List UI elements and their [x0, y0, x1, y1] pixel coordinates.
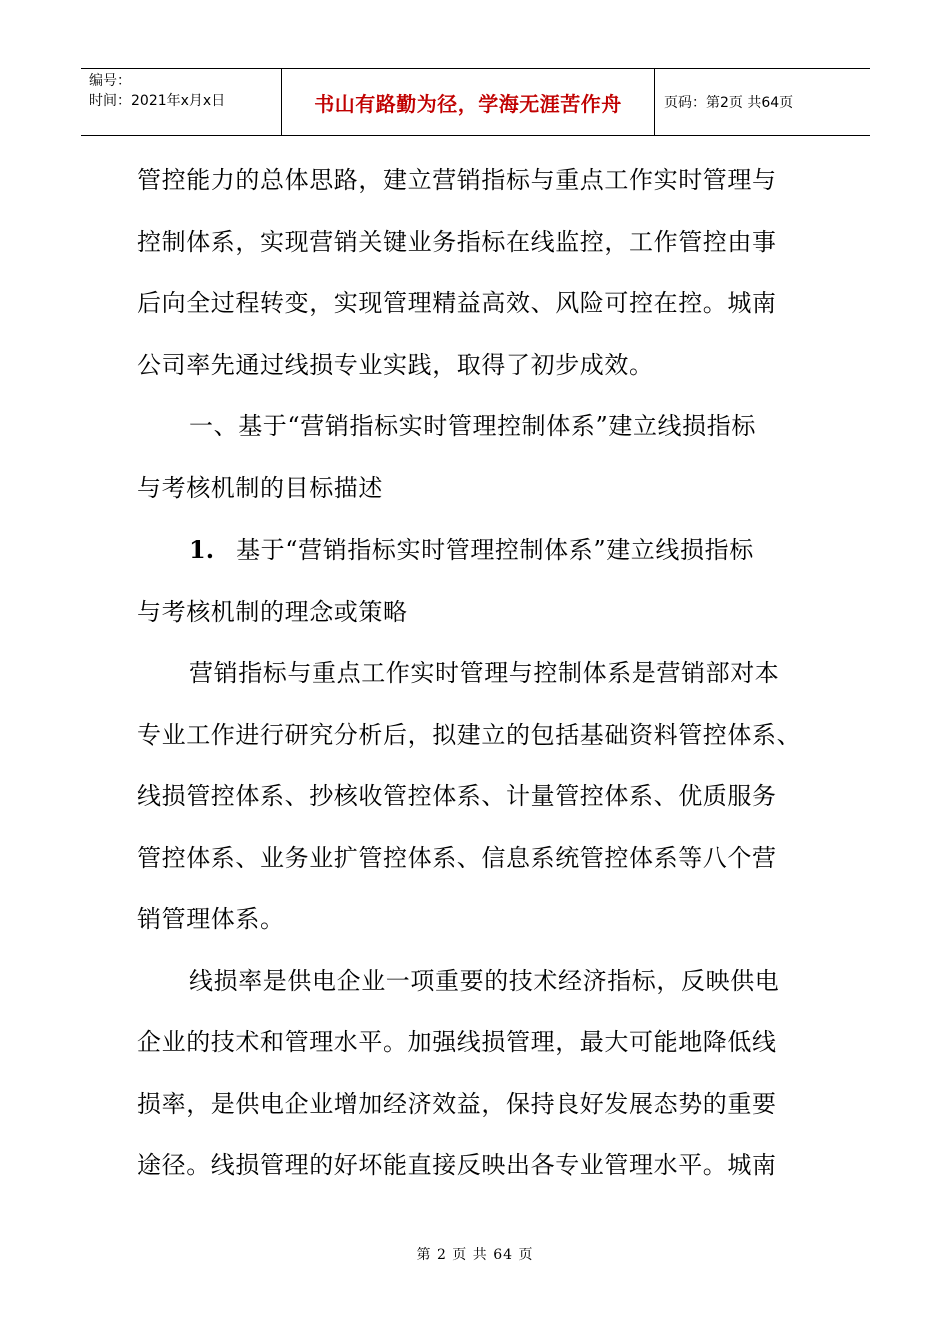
header-motto: 书山有路勤为径，学海无涯苦作舟	[282, 69, 655, 135]
page-footer: 第 2 页 共 64 页	[416, 1247, 534, 1263]
body-line: 后向全过程转变，实现管理精益高效、风险可控在控。城南	[137, 289, 777, 317]
body-line: 管控能力的总体思路，建立营销指标与重点工作实时管理与	[137, 166, 777, 194]
paragraph-line: 途径。线损管理的好坏能直接反映出各专业管理水平。城南	[137, 1151, 777, 1179]
header-page-info: 页码：第2页 共64页	[664, 95, 794, 111]
paragraph-line: 管控体系、业务业扩管控体系、信息系统管控体系等八个营	[137, 843, 777, 872]
document-number-label: 编号：	[89, 73, 131, 89]
paragraph-line: 销管理体系。	[137, 905, 285, 933]
paragraph-line: 损率，是供电企业增加经济效益，保持良好发展态势的重要	[137, 1089, 777, 1118]
page-header	[81, 68, 870, 136]
paragraph-line: 专业工作进行研究分析后，拟建立的包括基础资料管控体系、	[137, 720, 802, 749]
paragraph-line: 营销指标与重点工作实时管理与控制体系是营销部对本	[189, 659, 780, 687]
subsection-heading-text: 基于“营销指标实时管理控制体系”建立线损指标	[236, 536, 754, 564]
document-body	[137, 150, 837, 1197]
paragraph-line: 线损率是供电企业一项重要的技术经济指标，反映供电	[189, 966, 780, 995]
subsection-heading-line	[137, 519, 837, 582]
section-heading-line: 与考核机制的目标描述	[137, 473, 383, 502]
paragraph-line: 企业的技术和管理水平。加强线损管理，最大可能地降低线	[137, 1028, 777, 1056]
body-line: 公司率先通过线损专业实践，取得了初步成效。	[137, 350, 654, 379]
document-time-label: 时间：2021年x月x日	[89, 93, 226, 109]
paragraph-line: 线损管控体系、抄核收管控体系、计量管控体系、优质服务	[137, 782, 777, 810]
subsection-number: 1.	[189, 535, 215, 564]
section-heading-line: 一、基于“营销指标实时管理控制体系”建立线损指标	[189, 412, 756, 440]
subsection-heading-line: 与考核机制的理念或策略	[137, 597, 408, 626]
header-meta	[81, 69, 282, 135]
body-line: 控制体系，实现营销关键业务指标在线监控，工作管控由事	[137, 227, 777, 256]
